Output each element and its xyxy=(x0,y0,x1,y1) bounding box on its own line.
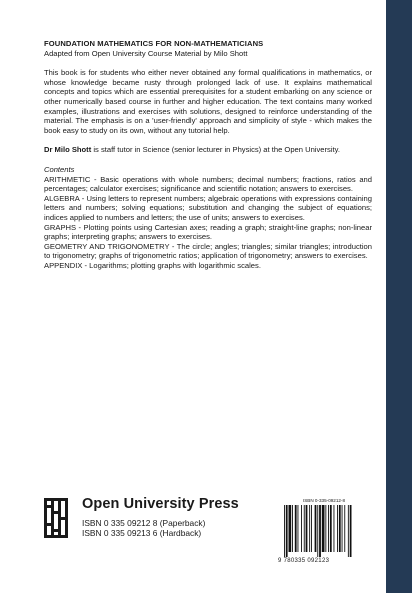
isbn-hardback: ISBN 0 335 09213 6 (Hardback) xyxy=(82,528,202,538)
book-subtitle: Adapted from Open University Course Material by Milo Shott xyxy=(44,48,248,58)
spine-strip xyxy=(386,0,412,593)
author-bio xyxy=(44,145,372,155)
author-name: Dr Milo Shott xyxy=(44,145,92,155)
book-title: FOUNDATION MATHEMATICS FOR NON-MATHEMATICIANS xyxy=(44,39,264,48)
isbn-paperback: ISBN 0 335 09212 8 (Paperback) xyxy=(82,518,206,528)
barcode-bars-icon xyxy=(282,505,368,557)
open-university-logo-icon xyxy=(44,498,68,538)
barcode-number: 9 780335 092123 xyxy=(278,558,330,564)
contents-entry-appendix: APPENDIX - Logarithms; plotting graphs with logarithmic scales. xyxy=(44,260,261,270)
author-bio-text: is staff tutor in Science (senior lecturer in Physics) at the Open University. xyxy=(91,145,340,155)
barcode xyxy=(278,498,374,566)
publisher-footer xyxy=(44,496,372,566)
contents-entry-arithmetic: ARITHMETIC - Basic operations with whole numbers; decimal numbers; fractions, ratios and percentages; calculator exercises; significance and scientific notation; answers to exercises. xyxy=(44,174,372,194)
cover-text xyxy=(44,39,372,270)
book-description: This book is for students who either never obtained any formal qualifications in mathematics, or whose knowledge became rusty through prolonged lack of use. It explains mathematical concepts and topics which are essential prerequisites for a student embarking on any science or other numerically based course in further and higher education. The text contains many worked examples, illustrations and exercises with solutions, designed to reinforce understanding of the material. The emphasis is on a 'user-friendly' approach and simplicity of style - which makes the book easy to study on its own, without any tutorial help. xyxy=(44,68,372,135)
contents-entry-geometry: GEOMETRY AND TRIGONOMETRY - The circle; angles; triangles; similar triangles; introduction to trigonometry; graphs of trigonometric ratios; application of trigonometry; answers to exercises. xyxy=(44,241,372,261)
contents-entry-algebra: ALGEBRA - Using letters to represent numbers; algebraic operations with expressions containing letters and numbers; solving equations; substitution and changing the subject of equations; indices applied to numbers and letters; the use of units; answers to exercises. xyxy=(44,193,372,222)
contents-heading: Contents xyxy=(44,164,75,174)
contents-entry-graphs: GRAPHS - Plotting points using Cartesian axes; reading a graph; straight-line graphs; non-linear graphs; interpreting graphs; answers to exercises. xyxy=(44,222,372,242)
barcode-isbn-label: ISBN 0-335-09212-8 xyxy=(302,498,346,503)
publisher-name: Open University Press xyxy=(82,496,239,512)
